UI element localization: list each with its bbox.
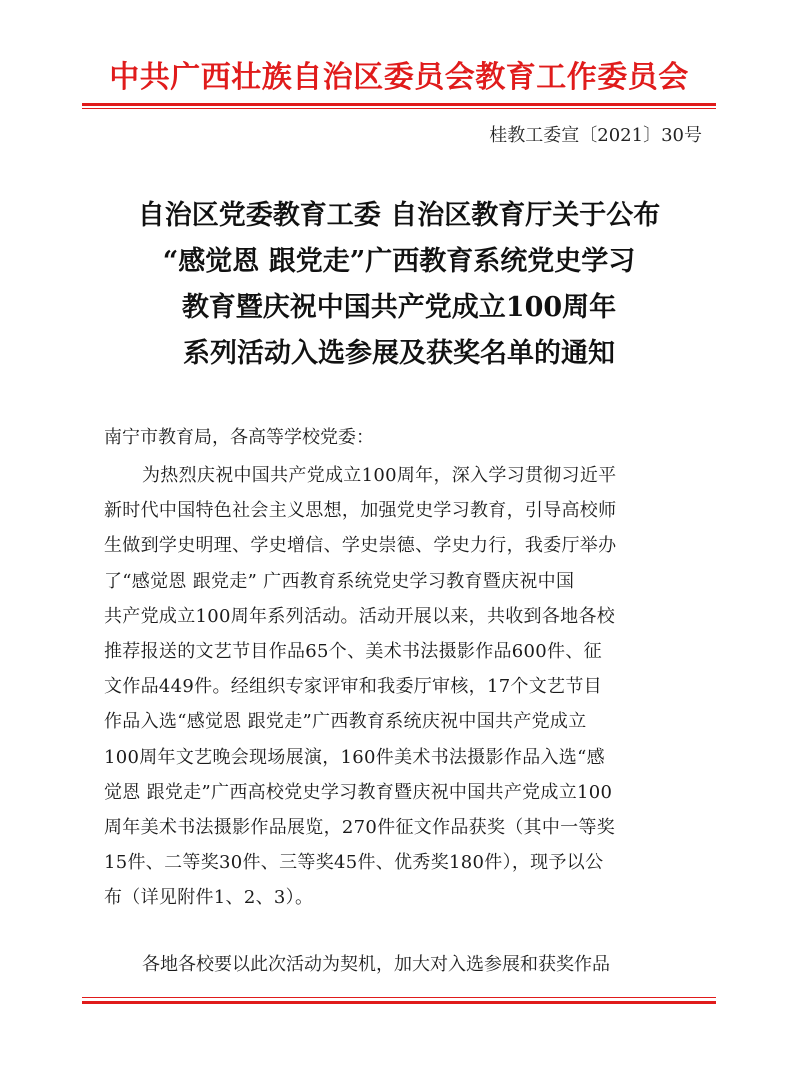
recipient-line: 南宁市教育局，各高等学校党委：: [104, 427, 374, 448]
title-line: 教育暨庆祝中国共产党成立100周年: [181, 292, 617, 323]
footer-rule-thin: [82, 997, 716, 998]
body-line: 为热烈庆祝中国共产党成立100周年，深入学习贯彻习近平: [142, 465, 617, 486]
masthead-rule-thick: [82, 103, 716, 106]
body-line: 共产党成立100周年系列活动。活动开展以来，共收到各地各校: [104, 605, 616, 627]
title-line: 系列活动入选参展及获奖名单的通知: [183, 338, 615, 369]
body-line: 文作品449件。经组织专家评审和我委厅审核，17个文艺节目: [104, 676, 602, 698]
body-paragraph-2: 各地各校要以此次活动为契机，加大对入选参展和获奖作品: [142, 954, 610, 975]
document-number: 桂教工委宣〔2021〕30号: [489, 125, 702, 146]
body-line: 觉恩 跟党走”广西高校党史学习教育暨庆祝中国共产党成立100: [104, 781, 613, 803]
body-line: 了“感觉恩 跟党走” 广西教育系统党史学习教育暨庆祝中国: [104, 570, 575, 592]
document-title: [0, 193, 798, 377]
body-line: 作品入选“感觉恩 跟党走”广西教育系统庆祝中国共产党成立: [104, 711, 587, 733]
body-line: 推荐报送的文艺节目作品65个、美术书法摄影作品600件、征: [104, 641, 602, 663]
footer-rule-thick: [82, 1001, 716, 1004]
title-line: 自治区党委教育工委 自治区教育厅关于公布: [137, 200, 661, 231]
masthead-rule-thin: [82, 108, 716, 109]
body-line: 100周年文艺晚会现场展演，160件美术书法摄影作品入选“感: [104, 746, 605, 768]
body-line: 布（详见附件1、2、3）。: [104, 887, 314, 909]
body-line: 生做到学史明理、学史增信、学史崇德、学史力行，我委厅举办: [104, 535, 617, 557]
body-line: 新时代中国特色社会主义思想，加强党史学习教育，引导高校师: [104, 500, 617, 522]
body-paragraph-1: [104, 458, 704, 916]
document-masthead: 中共广西壮族自治区委员会教育工作委员会: [109, 60, 689, 95]
body-line: 周年美术书法摄影作品展览，270件征文作品获奖（其中一等奖: [104, 817, 616, 839]
title-line: “感觉恩 跟党走”广西教育系统党史学习: [162, 246, 636, 277]
body-line: 15件、二等奖30件、三等奖45件、优秀奖180件），现予以公: [104, 852, 604, 874]
